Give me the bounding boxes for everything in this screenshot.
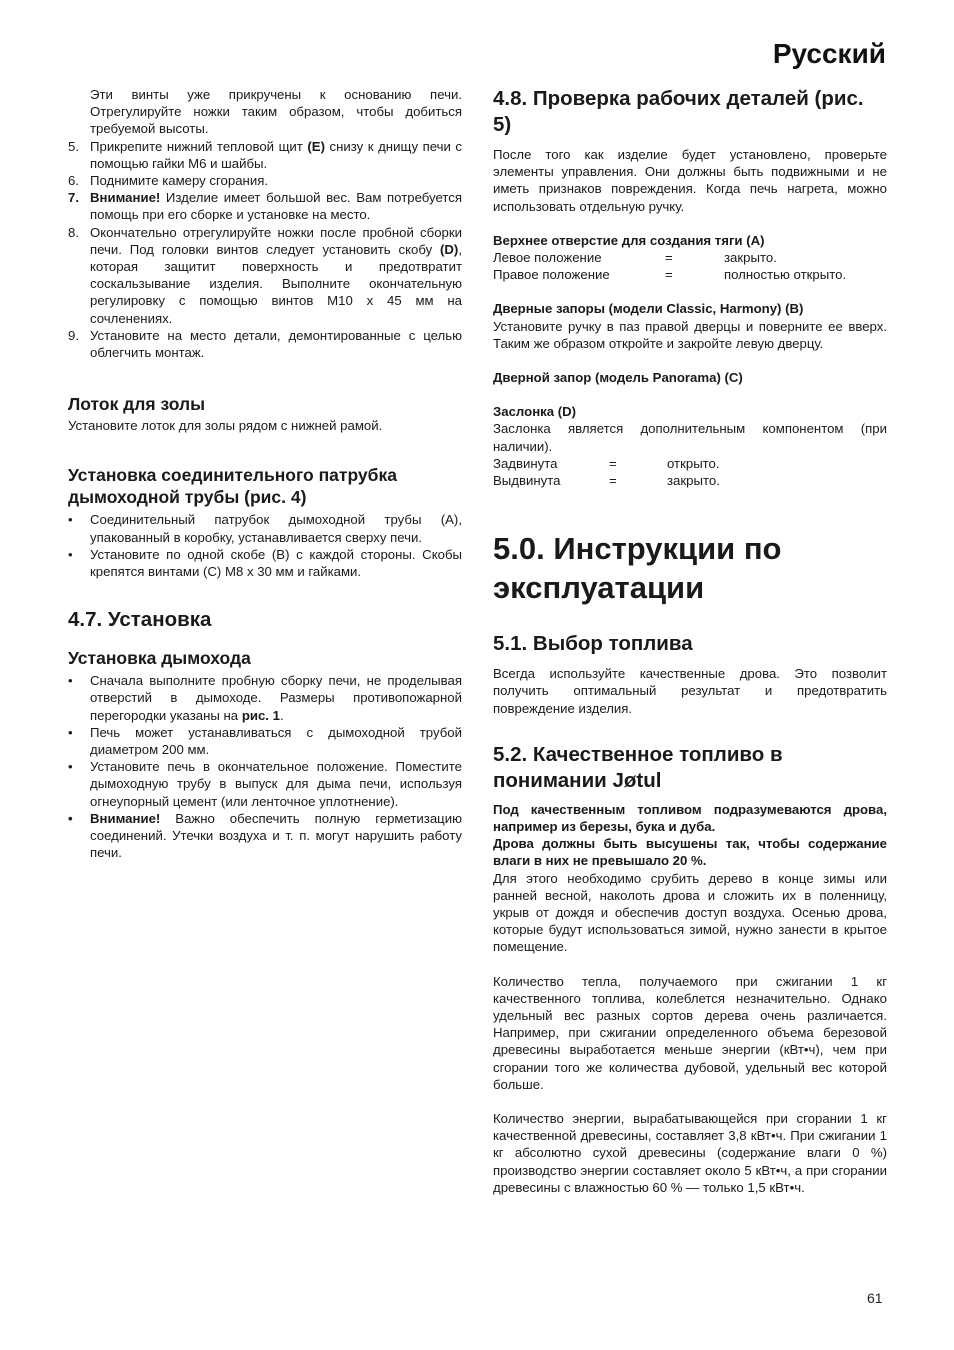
step-number: 6. (68, 173, 79, 189)
quality-text-3: Количество энергии, вырабатывающейся при сгорании 1 кг качественной древесины, составляет 3,8 кВт•ч. При сжигании 1 кг абсолютно сухой древесины (содержание влаги 0 %) производство энергии составляет около 5 кВт•ч, а при сгорании древесины с влажностью 60 % — только 1,5 кВт•ч. (493, 1111, 887, 1195)
damper-row: Выдвинута = закрыто. (493, 473, 720, 488)
pipe-heading: Установка соединительного патрубка дымоходной трубы (рис. 4) (68, 465, 397, 508)
quality-bold-2: Дрова должны быть высушены так, чтобы содержание влаги в них не превышало 20 %. (493, 836, 887, 869)
quality-text-2: Количество тепла, получаемого при сжигании 1 кг качественного топлива, колеблется незначительно. Однако удельный вес разных сортов дерева очень различается. Например, при сжигании определенного объема березовой древесины выработается меньше энергии (кВт•ч), чем при сгорании того же количества дубовой, удельный вес которой больше. (493, 973, 887, 1092)
list-item: • Печь может устанавливаться с дымоходной трубой диаметром 200 мм. (68, 724, 462, 758)
door-lock-text: Установите ручку в паз правой дверцы и поверните ее вверх. Таким же образом откройте и закройте левую дверцу. (493, 318, 887, 351)
list-item: • Установите по одной скобе (B) с каждой стороны. Скобы крепятся винтами (C) M8 x 30 мм и гайками. (68, 546, 462, 580)
pipe-bullets (68, 511, 462, 580)
install-heading: 4.7. Установка (68, 608, 212, 632)
language-heading: Русский (772, 38, 886, 69)
step-item: 9. Установите на место детали, демонтированные с целью облегчить монтаж. (68, 327, 462, 361)
step-number: 7. (68, 190, 79, 206)
bullet-icon: • (68, 810, 73, 826)
check-heading: 4.8. Проверка рабочих деталей (рис. 5) (493, 87, 864, 136)
step-number: 9. (68, 327, 79, 343)
right-column (493, 86, 887, 1196)
draft-row: Правое положение = полностью открыто. (493, 267, 847, 283)
step-number: 5. (68, 138, 79, 154)
list-item: • Внимание! Важно обеспечить полную герметизацию соединений. Утечки воздуха и т. п. могут нарушить работу печи. (68, 810, 462, 861)
chimney-bullets (68, 672, 462, 861)
intro-paragraph: Эти винты уже прикручены к основанию печи. Отрегулируйте ножки таким образом, чтобы добиться требуемой высоты. (90, 87, 462, 137)
operation-heading: 5.0. Инструкции по эксплуатации (493, 531, 782, 606)
fuel-choice-heading: 5.1. Выбор топлива (493, 632, 693, 656)
list-item: • Установите печь в окончательное положение. Поместите дымоходную трубу в выпуск для дыма печи, используя огнеупорный цемент (или ленточное уплотнение). (68, 759, 462, 809)
page-number: 61 (867, 1290, 883, 1306)
left-column (68, 86, 462, 862)
damper-heading: Заслонка (D) (493, 404, 577, 420)
step-item: 7. Внимание! Изделие имеет большой вес. Вам потребуется помощь при его сборке и установке на место. (68, 190, 462, 223)
check-text: После того как изделие будет установлено, проверьте элементы управления. Они должны быть подвижными и не иметь признаков повреждения. Когда печь нагрета, можно использовать отдельную ручку. (493, 147, 887, 214)
draft-row: Левое положение = закрыто. (493, 250, 777, 266)
bullet-icon: • (68, 673, 73, 689)
list-item: • Соединительный патрубок дымоходной трубы (A), упакованный в коробку, устанавливается сверху печи. (68, 512, 462, 545)
step-number: 8. (68, 224, 79, 240)
ash-tray-heading: Лоток для золы (68, 394, 206, 415)
chimney-heading: Установка дымохода (68, 648, 251, 669)
panorama-lock-heading: Дверной запор (модель Panorama) (C) (493, 370, 743, 385)
quality-text-1: Для этого необходимо срубить дерево в конце зимы или ранней весной, наколоть дрова и сложить их в поленницу, укрыв от дождя и обеспечив доступ воздуха. Осенью дрова, которые будут использоваться зимой, нужно занести в крытое помещение. (493, 870, 887, 955)
bullet-icon: • (68, 759, 73, 775)
bullet-icon: • (68, 512, 73, 528)
ash-tray-text: Установите лоток для золы рядом с нижней рамой. (68, 418, 383, 434)
list-item: • Сначала выполните пробную сборку печи, не проделывая отверстий в дымоходе. Размеры противопожарной перегородки указаны на рис. 1. (68, 673, 462, 723)
door-lock-heading: Дверные запоры (модели Classic, Harmony) (B) (493, 301, 804, 317)
quality-bold-1: Под качественным топливом подразумеваются дрова, например из березы, бука и дуба. (493, 801, 887, 834)
step-item: 8. Окончательно отрегулируйте ножки после пробной сборки печи. Под головки винтов следует установить скобу (D), которая защитит поверхность и предотвратит соскальзывание изделия. Выполните окончательную регулировку с помощью винтов M10 x 45 мм на сочленениях. (68, 224, 462, 326)
quality-fuel-heading: 5.2. Качественное топливо в понимании Jøtul (493, 742, 783, 792)
fuel-choice-text: Всегда используйте качественные дрова. Это позволит получить оптимальный результат и предотвратить повреждение изделия. (493, 666, 887, 716)
step-item: 5. Прикрепите нижний тепловой щит (E) снизу к днищу печи с помощью гайки М6 и шайбы. (68, 138, 462, 171)
bullet-icon: • (68, 724, 73, 740)
damper-text: Заслонка является дополнительным компонентом (при наличии). (493, 421, 887, 454)
draft-heading: Верхнее отверстие для создания тяги (A) (493, 232, 765, 248)
step-item: 6. Поднимите камеру сгорания. (68, 173, 268, 189)
assembly-steps (68, 138, 462, 362)
damper-row: Задвинута = открыто. (493, 455, 720, 471)
bullet-icon: • (68, 546, 73, 562)
